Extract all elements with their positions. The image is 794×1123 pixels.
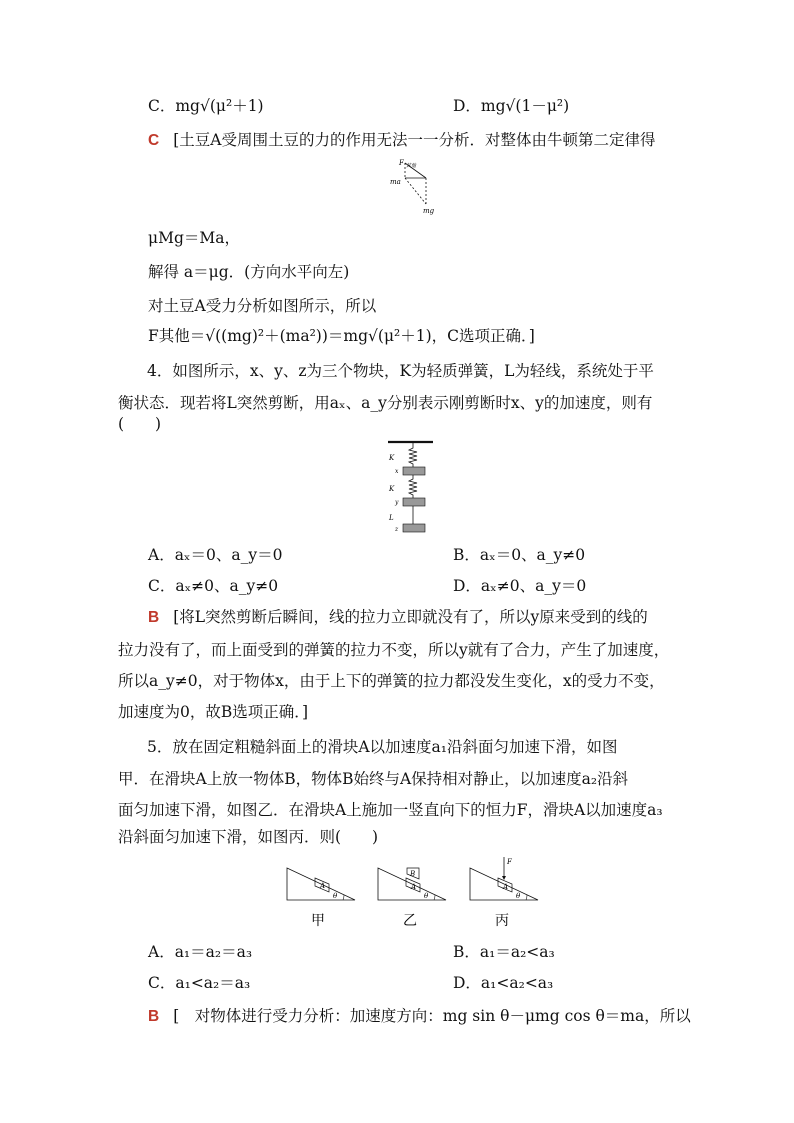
block-y [403,498,425,506]
q4-explanation-line2: 拉力没有了，而上面受到的弹簧的拉力不变，所以y就有了合力，产生了加速度， [118,641,670,659]
caption-bing: 丙 [495,913,509,929]
block-z [403,524,425,532]
spring-k1 [409,443,417,467]
label-l: L [389,514,394,522]
q4-explanation-line1 [148,607,648,628]
q4-option-d: D．aₓ≠0、a_y＝0 [453,577,587,595]
q3-option-d: D．mg√(1－μ²) [453,97,570,115]
q5-incline-figures [285,855,545,933]
q5-stem-line1: 5．放在固定粗糙斜面上的滑块A以加速度a₁沿斜面匀加速下滑，如图 [147,738,618,756]
q4-stem-line1: 4．如图所示，x、y、z为三个物块，K为轻质弹簧，L为轻线，系统处于平 [147,362,654,380]
label-k1: K [389,454,395,462]
force-f-arrowhead [502,876,506,880]
figure-jia [287,868,355,929]
q5-answer: B [148,1008,160,1025]
figure-bing [470,857,538,929]
q4-stem-line3: ( ) [118,415,162,433]
label-y: y [395,499,399,506]
q3-explanation-line4: 对土豆A受力分析如图所示，所以 [148,297,377,315]
q5-stem-line2: 甲．在滑块A上放一物体B，物体B始终与A保持相对静止，以加速度a₂沿斜 [118,770,629,788]
diagonal-line [405,178,426,204]
q4-option-a: A．aₓ＝0、a_y＝0 [148,546,283,564]
label-a-bing: A [503,883,509,891]
label-f: F [399,159,404,167]
q5-stem-line3: 面匀加速下滑，如图乙．在滑块A上施加一竖直向下的恒力F，滑块A以加速度a₃ [118,801,663,819]
q3-explanation-line3: 解得 a＝μg．(方向水平向左) [148,263,350,281]
caption-yi: 乙 [403,913,417,929]
spring-k2 [409,475,417,498]
label-theta-yi: θ [424,892,429,900]
q5-option-c: C．a₁<a₂＝a₃ [148,974,251,992]
label-z: z [395,526,399,533]
label-a-jia: A [320,882,326,890]
q3-explanation-line1 [148,130,655,151]
q4-answer: B [148,609,160,626]
q3-explanation-line5: F其他＝√((mg)²＋(ma²))＝mg√(μ²＋1)，C选项正确．] [148,327,535,345]
caption-jia: 甲 [311,913,325,929]
q5-exp-text1: [ 对物体进行受力分析：加速度方向：mg sin θ－μmg cos θ＝ma，所以 [173,1007,691,1025]
label-f-bing: F [507,858,512,866]
q5-option-b: B．a₁＝a₂<a₃ [453,943,555,961]
q4-spring-diagram [383,440,438,538]
label-f-sub: 其他 [406,163,417,169]
q4-explanation-line3: 所以a_y≠0，对于物体x，由于上下的弹簧的拉力都没发生变化，x的受力不变， [118,672,665,690]
label-theta-jia: θ [333,892,338,900]
q5-option-a: A．a₁＝a₂＝a₃ [148,943,253,961]
label-b-yi: B [410,870,416,878]
q5-explanation-line1 [148,1006,691,1027]
angle-arc-bing [526,895,527,900]
figure-yi [378,868,446,929]
q3-exp-text1: [土豆A受周围土豆的力的作用无法一一分析．对整体由牛顿第二定律得 [173,131,656,149]
angle-arc-jia [343,895,344,900]
label-ma: ma [390,178,401,186]
q4-option-b: B．aₓ＝0、a_y≠0 [453,546,586,564]
q3-force-diagram [385,158,445,216]
q3-option-c: C．mg√(μ²＋1) [148,97,264,115]
q4-exp-text1: [将L突然剪断后瞬间，线的拉力立即就没有了，所以y原来受到的线的 [173,608,648,626]
label-a-yi: A [411,883,417,891]
q3-explanation-line2: μMg＝Ma， [148,229,240,247]
label-theta-bing: θ [516,892,521,900]
q4-explanation-line4: 加速度为0，故B选项正确．] [118,703,309,721]
label-mg: mg [423,207,435,215]
q4-option-c: C．aₓ≠0、a_y≠0 [148,577,279,595]
q3-answer: C [148,132,160,149]
q4-stem-line2: 衡状态．现若将L突然剪断，用aₓ、a_y分别表示刚剪断时x、y的加速度，则有 [118,394,653,412]
label-k2: K [389,485,395,493]
q5-option-d: D．a₁<a₂<a₃ [453,974,554,992]
label-x: x [395,468,399,475]
q5-stem-line4: 沿斜面匀加速下滑，如图丙．则( ) [118,828,379,846]
angle-arc-yi [434,895,435,900]
block-x [403,467,425,475]
